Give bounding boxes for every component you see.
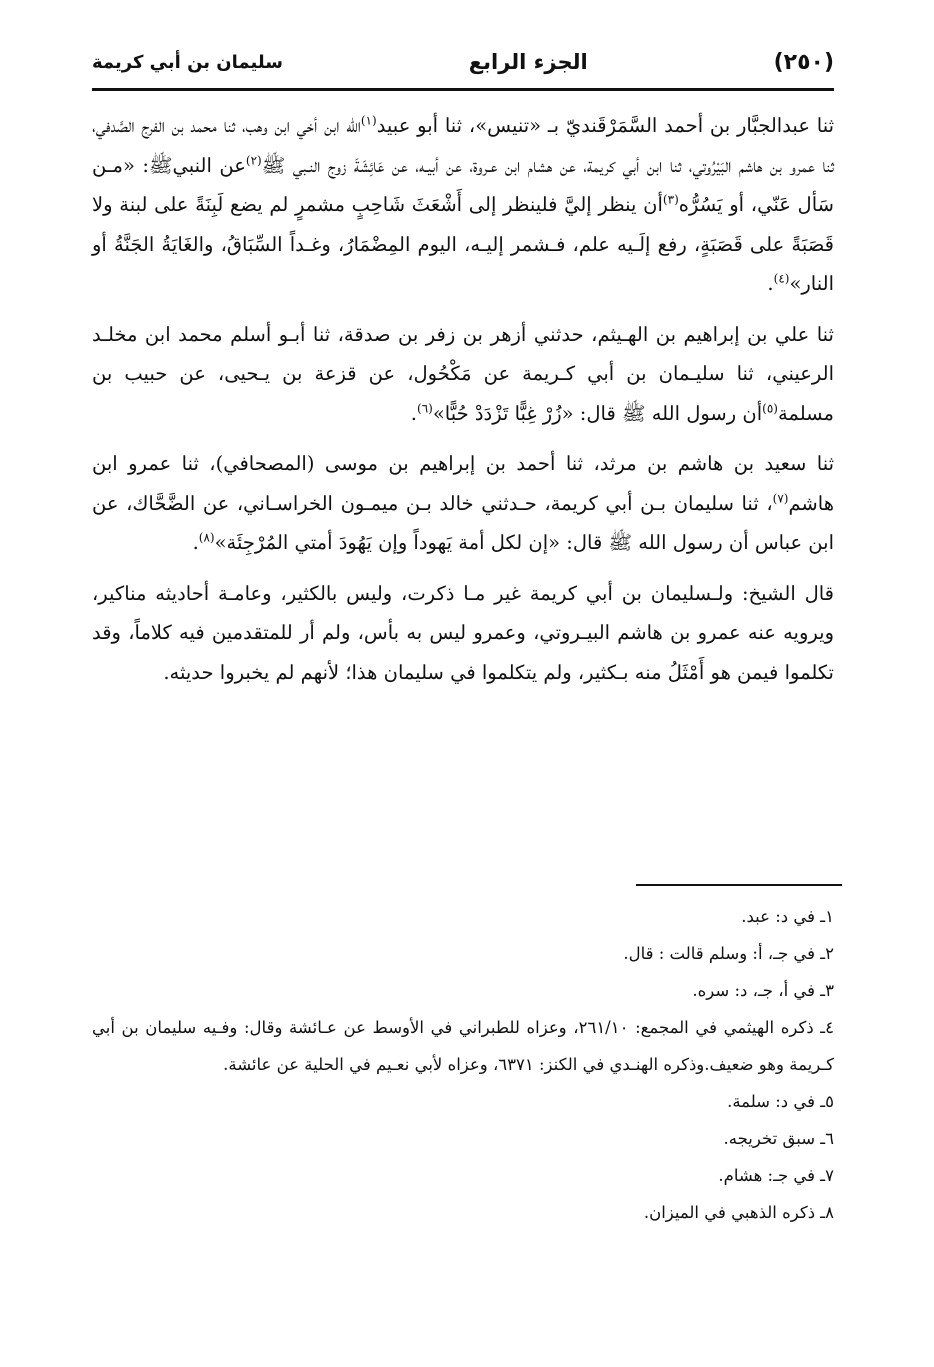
part-title: الجزء الرابع: [468, 50, 588, 74]
footnote: ٢ـ في جـ، أ: وسلم قالت : قال.: [623, 944, 834, 963]
footnote-marker: (٨): [198, 530, 215, 545]
footnote: ٤ـ ذكره الهيثمي في المجمع: ٢٦١/١٠، وعزاه للطبراني في الأوسط عن عـائشة وقال: وفـيه سليمان بن أبي كـريمة وهو ضعيف.وذكره الهنـدي في الكنز: ٦٣٧١، وعزاه لأبي نعـيم في الحلية عن عائشة.: [92, 1018, 834, 1074]
footnote-marker: (٤): [773, 271, 790, 286]
page-number: (٢٥٠): [773, 49, 834, 75]
text-run: ، ثنا سليمان بـن أبي كريمة، حـدثني خالد بـن ميمـون الخراسـاني، عن الضَّحَّاك، عن ابن عباس أن رسول الله ﷺ قال: «إن لكل أمة يَهوداً وإن يَهُودَ أمتي المُرْجِئَة»: [92, 491, 834, 554]
text-run: أن ينظر إليَّ فلينظر إلى أَشْعَثَ شَاحِبٍ مشمرٍ لم يضع لَبِنَةً على لبنة ولا قَصَبَةً على قَصَبَةٍ، رفع إلَـيه علم، فـشمر إليـه، اليوم المِضْمَارُ، وغـداً السِّبَاقُ، والغَايَةُ الجَنَّةُ أو النار»: [92, 193, 834, 295]
footnote: ٣ـ في أ، جـ، د: سره.: [692, 981, 834, 1000]
paragraph: [92, 574, 834, 693]
text-run: ثنا عبدالجبَّار بن أحمد السَّمَرْقَنديّ بـ «تنيس»، ثنا أبو عبيد: [376, 114, 835, 137]
footnote: ٧ـ في جـ: هشام.: [718, 1166, 834, 1185]
footnote: ٨ـ ذكره الذهبي في الميزان.: [643, 1203, 834, 1222]
footnote-marker: (٢): [245, 153, 262, 167]
footnote-divider: [636, 884, 842, 886]
header-divider: [92, 88, 834, 91]
text-run: عن النبيﷺ: «مـن سَأل عَنّي، أو يَسُرُّه: [92, 153, 834, 216]
text-run: .: [192, 531, 199, 554]
footnote-marker: (٥): [762, 401, 778, 415]
text-run: الله ابن أخي ابن وهب، ثنا محمد بن الفرج الصَّدفي، ثنا عمرو بن هاشم البَيْرُوتي، ثنا ابن أبي كريمة، عن هشام ابن عـروة، عن أبيـه، عن عَائِشَةَ زوج النـبي ﷺ: [92, 114, 834, 177]
footnote-marker: (٧): [772, 491, 789, 505]
text-run: ثنا علي بن إبراهيم بن الهـيثم، حدثني أزهر بن زفر بن صدقة، ثنا أبـو أسلم محمد ابن مخلـد الرعيني، ثنا سليـمان بن أبي كـريمة عن مَكْحُول، عن قزعة بن يـحيى، عن حبيب بن مسلمة: [92, 322, 834, 425]
footnote: ٥ـ في د: سلمة.: [727, 1092, 834, 1111]
footnote-marker: (٦): [417, 401, 433, 415]
chapter-subject: سليمان بن أبي كريمة: [92, 51, 283, 73]
footnotes: [92, 898, 834, 1231]
paragraph: [92, 444, 834, 563]
footnote: ١ـ في د: عبد.: [741, 907, 834, 926]
running-header: [92, 40, 834, 84]
text-run: .: [410, 401, 417, 425]
footnote: ٦ـ سبق تخريجه.: [723, 1129, 834, 1148]
footnote-marker: (٣): [662, 192, 679, 207]
main-text: [92, 106, 834, 703]
paragraph: [92, 315, 834, 434]
text-run: ثنا سعيد بن هاشم بن مرثد، ثنا أحمد بن إبراهيم بن موسى (المصحافي)، ثنا عمرو ابن هاشم: [92, 452, 834, 515]
paragraph: [92, 106, 834, 304]
text-run: أن رسول الله ﷺ قال: «زُرْ غِبًّا تَزْدَدْ حُبًّا»: [432, 401, 763, 425]
text-run: قال الشيخ: ولـسليمان بن أبي كريمة غير مـا ذكرت، وليس بالكثير، وعامـة أحاديثه مناكير، ويرويه عنه عمرو بن هاشم البيـروتي، وعمرو ليس به بأس، ولم أر للمتقدمين فيه كلاماً، وقد تكلموا فيمن هو أَمْثَلُ منه بـكثير، ولم يتكلموا في سليمان هذا؛ لأنهم لم يخبروا حديثه.: [92, 581, 834, 684]
footnote-marker: (١): [360, 113, 377, 128]
text-run: .: [767, 272, 774, 295]
